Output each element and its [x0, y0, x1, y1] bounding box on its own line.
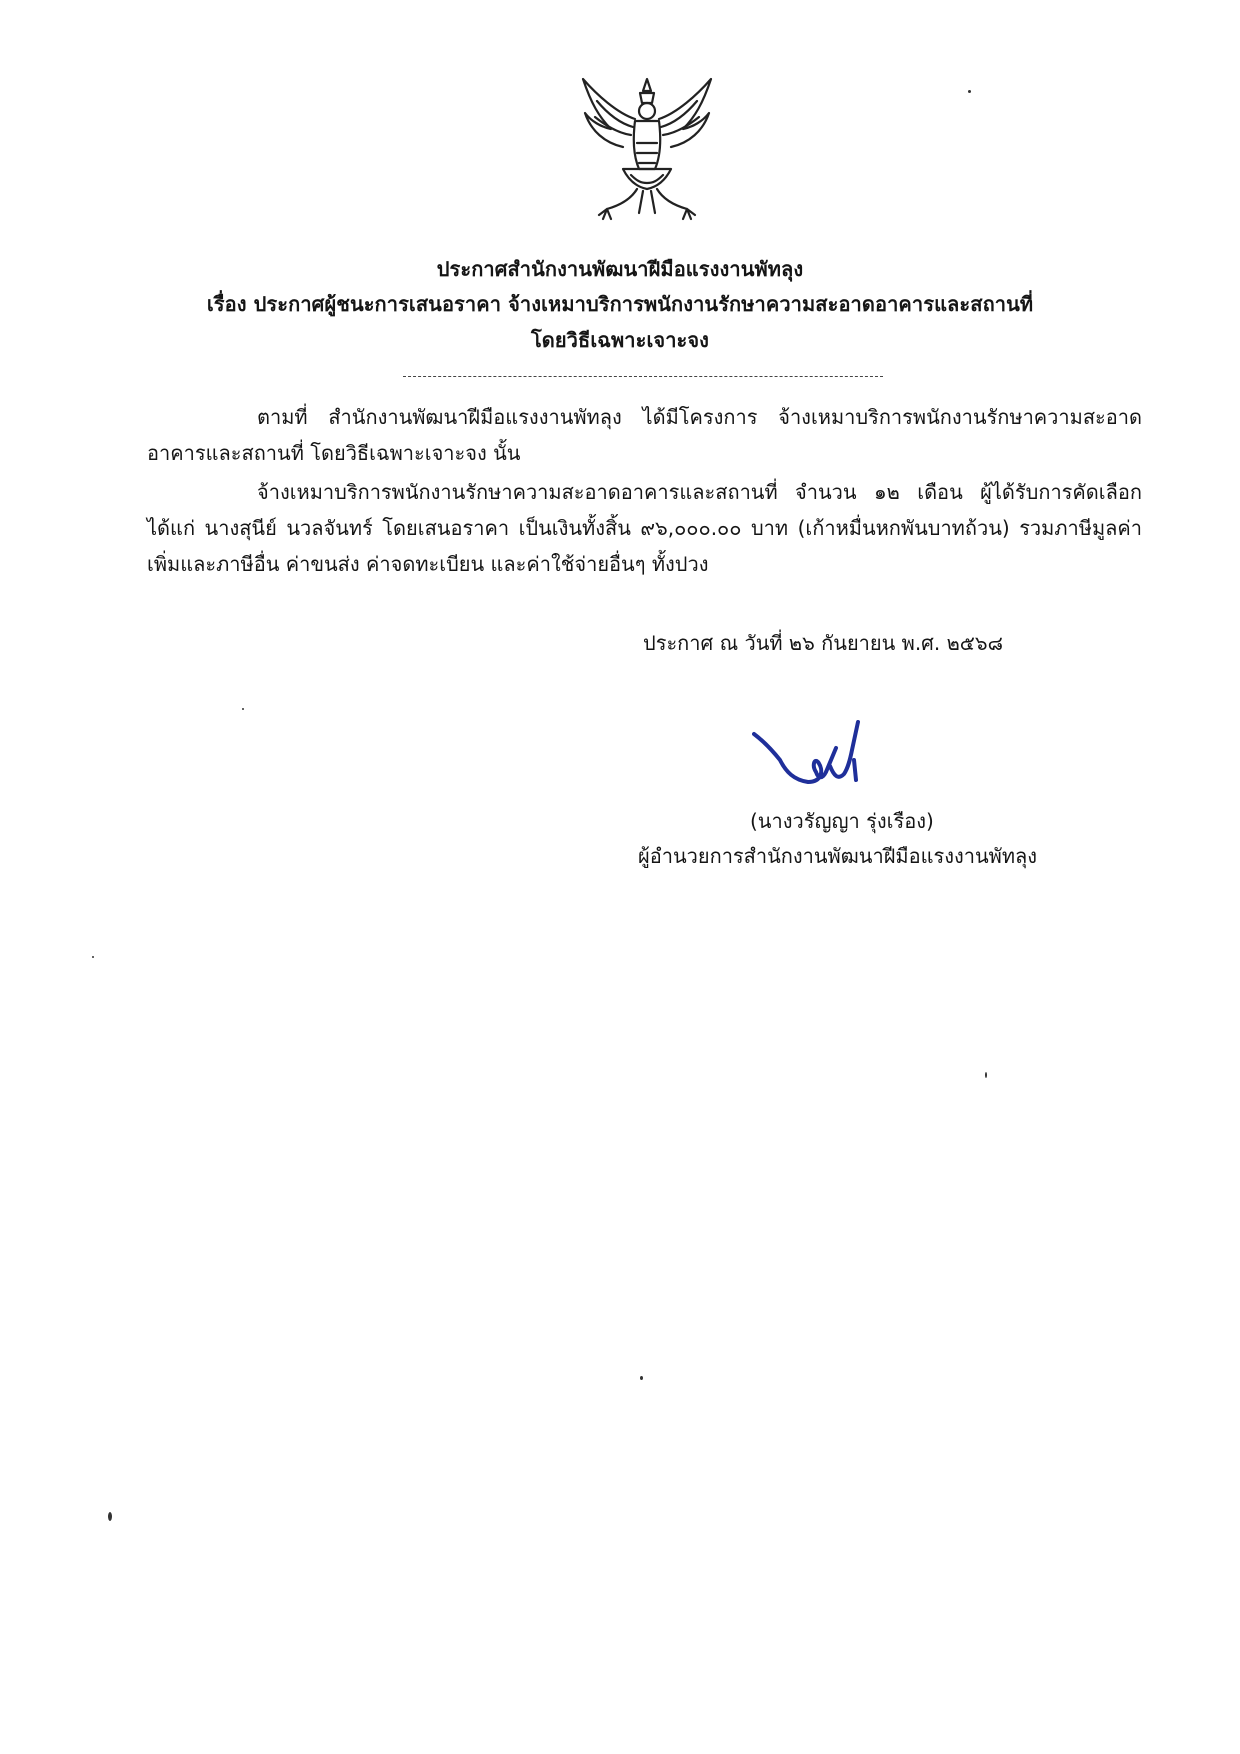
dashed-divider	[403, 376, 883, 377]
body-paragraph-2	[147, 474, 1142, 582]
announcement-subject: เรื่อง ประกาศผู้ชนะการเสนอราคา จ้างเหมาบริการพนักงานรักษาความสะอาดอาคารและสถานที่	[206, 292, 1034, 316]
scan-speck	[108, 1512, 112, 1521]
scan-speck	[242, 708, 244, 710]
body-paragraph-1-text: ตามที่ สำนักงานพัฒนาฝีมือแรงงานพัทลุง ได้มีโครงการ จ้างเหมาบริการพนักงานรักษาความสะอาดอาคารและสถานที่ โดยวิธีเฉพาะเจาะจง นั้น	[147, 405, 1142, 465]
announcement-date: ประกาศ ณ วันที่ ๒๖ กันยายน พ.ศ. ๒๕๖๘	[643, 631, 1004, 655]
garuda-emblem-icon	[577, 73, 717, 225]
body-paragraph-1	[147, 399, 1142, 471]
body-paragraph-2-text: จ้างเหมาบริการพนักงานรักษาความสะอาดอาคารและสถานที่ จำนวน ๑๒ เดือน ผู้ได้รับการคัดเลือก ได้แก่ นางสุนีย์ นวลจันทร์ โดยเสนอราคา เป็นเงินทั้งสิ้น ๙๖,๐๐๐.๐๐ บาท (เก้าหมื่นหกพันบาทถ้วน) รวมภาษีมูลค่าเพิ่มและภาษีอื่น ค่าขนส่ง ค่าจดทะเบียน และค่าใช้จ่ายอื่นๆ ทั้งปวง	[147, 480, 1142, 576]
signer-position: ผู้อำนวยการสำนักงานพัฒนาฝีมือแรงงานพัทลุง	[638, 844, 1038, 868]
scan-speck	[985, 1072, 987, 1078]
scan-speck	[968, 90, 971, 93]
signer-name: (นางวรัญญา รุ่งเรือง)	[750, 809, 934, 833]
handwritten-signature	[752, 720, 882, 802]
procurement-method: โดยวิธีเฉพาะเจาะจง	[530, 328, 710, 352]
scan-speck	[640, 1376, 643, 1380]
scan-speck	[92, 956, 94, 958]
announcement-title: ประกาศสำนักงานพัฒนาฝีมือแรงงานพัทลุง	[436, 257, 804, 281]
